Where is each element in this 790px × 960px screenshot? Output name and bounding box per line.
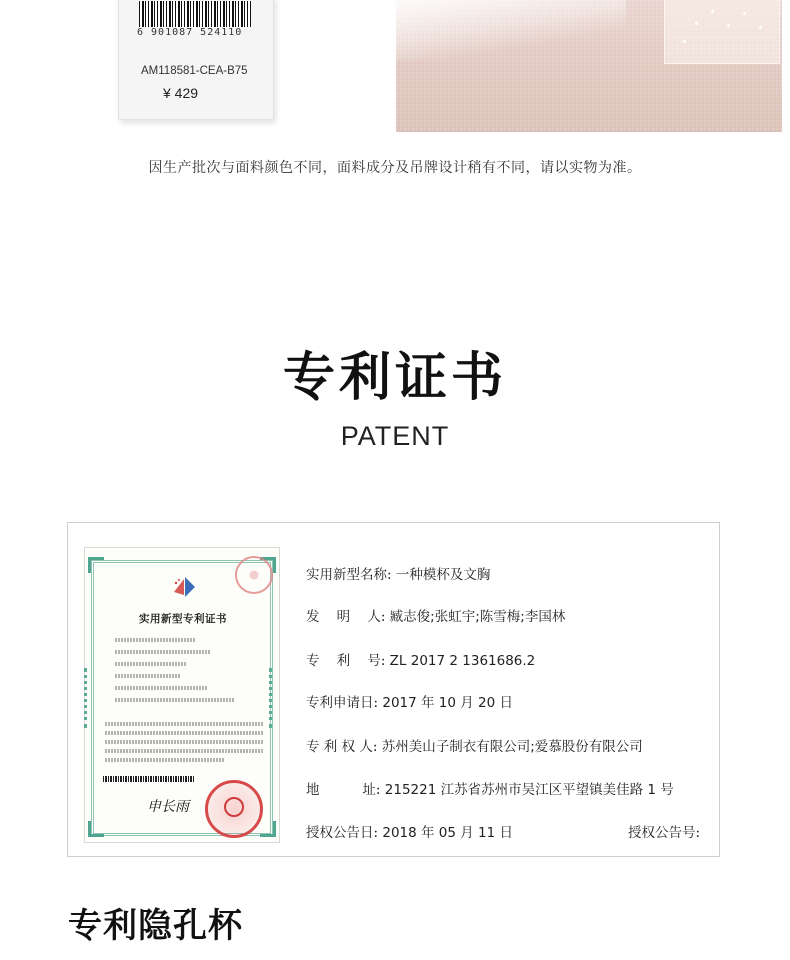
certificate-title: 实用新型专利证书 (139, 613, 227, 625)
patent-card (67, 522, 720, 857)
patent-certificate-image (84, 547, 280, 843)
patent-section-subtitle: PATENT (340, 421, 450, 451)
text-line (105, 758, 225, 762)
vine-ornament (269, 668, 283, 728)
certificate-signature: 申长雨 (147, 799, 189, 815)
hidden-hole-cup-title: 专利隐孔杯 (68, 906, 243, 946)
corner-ornament (88, 557, 104, 573)
text-line (115, 698, 235, 702)
field-application-date: 专利申请日: 2017 年 10 月 20 日 (306, 695, 514, 711)
certificate-barcode (103, 776, 195, 782)
official-seal (205, 780, 263, 838)
barcode (139, 1, 251, 27)
field-inventors: 发 明 人: 臧志俊;张虹宇;陈雪梅;李国林 (306, 609, 566, 625)
hangtag (118, 0, 274, 120)
price: ¥ 429 (163, 85, 199, 101)
product-code: AM118581-CEA-B75 (141, 65, 248, 77)
text-line (105, 740, 263, 744)
patent-office-logo-icon (171, 576, 197, 598)
patent-section-title: 专利证书 (282, 348, 507, 408)
field-grant-number-label: 授权公告号: (628, 825, 701, 841)
field-utility-model-name: 实用新型名称: 一种模杯及文胸 (306, 567, 491, 583)
text-line (115, 674, 181, 678)
fabric-notice: 因生产批次与面料颜色不同，面料成分及吊牌设计稍有不同，请以实物为准。 (148, 160, 642, 176)
text-line (105, 722, 263, 726)
corner-ornament (260, 821, 276, 837)
corner-ornament (88, 821, 104, 837)
text-line (105, 731, 263, 735)
vine-ornament (84, 668, 98, 728)
field-address: 地 址: 215221 江苏省苏州市吴江区平望镇美佳路 1 号 (306, 782, 674, 798)
field-patent-number: 专 利 号: ZL 2017 2 1361686.2 (306, 653, 536, 669)
fabric-sheen (396, 0, 626, 60)
field-grant-date: 授权公告日: 2018 年 05 月 11 日 (306, 825, 514, 841)
fabric-photo (396, 0, 782, 132)
text-line (115, 686, 207, 690)
field-patentee: 专 利 权 人: 苏州美山子制衣有限公司;爱慕股份有限公司 (306, 739, 643, 755)
stamp-mark (235, 556, 273, 594)
hangtag-photo (0, 0, 296, 132)
text-line (115, 662, 187, 666)
text-line (115, 650, 211, 654)
text-line (115, 638, 195, 642)
barcode-number: 6 901087 524110 (137, 27, 243, 38)
fabric-tab (664, 0, 780, 64)
text-line (105, 749, 263, 753)
